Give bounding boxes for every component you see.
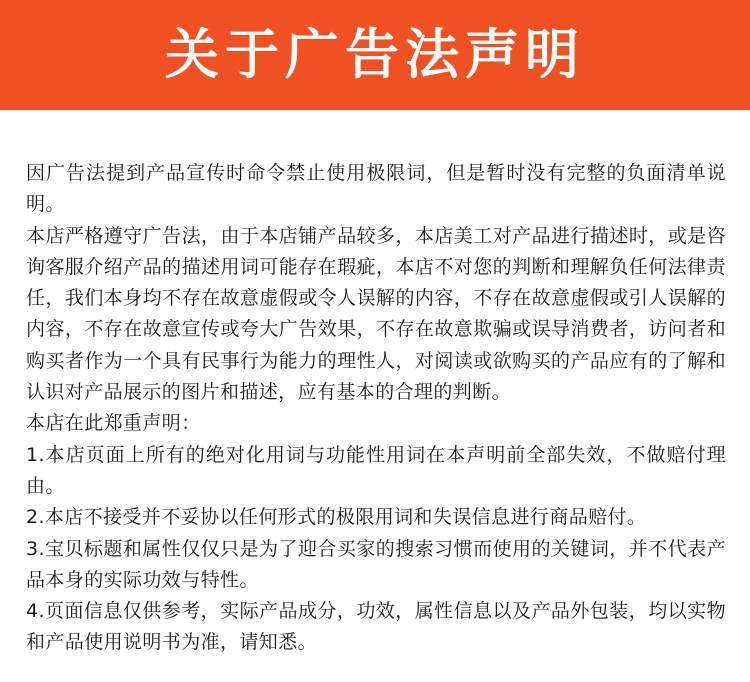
statement-body bbox=[26, 158, 726, 659]
clause-3: 3.宝贝标题和属性仅仅只是为了迎合买家的搜索习惯而使用的关键词，并不代表产品本身的实际功效与特性。 bbox=[26, 537, 726, 591]
disclaimer-paragraph: 本店严格遵守广告法，由于本店铺产品较多，本店美工对产品进行描述时，或是咨询客服介绍产品的描述用词可能存在瑕疵，本店不对您的判断和理解负任何法律责任，我们本身均不存在故意虚假或令人误解的内容，不存在故意虚假或引人误解的内容，不存在故意宣传或夸大广告效果，不存在故意欺骗或误导消费者，访问者和购买者作为一个具有民事行为能力的理性人，对阅读或欲购买的产品应有的了解和认识对产品展示的图片和描述，应有基本的合理的判断。 bbox=[26, 224, 726, 404]
clause-4: 4.页面信息仅供参考，实际产品成分，功效，属性信息以及产品外包装，均以实物和产品使用说明书为准，请知悉。 bbox=[26, 600, 726, 654]
page-title: 关于广告法声明 bbox=[165, 23, 585, 86]
header-banner bbox=[0, 0, 750, 110]
clause-2: 2.本店不接受并不妥协以任何形式的极限用词和失误信息进行商品赔付。 bbox=[26, 506, 647, 529]
clause-1: 1.本店页面上所有的绝对化用词与功能性用词在本声明前全部失效，不做赔付理由。 bbox=[26, 443, 726, 497]
intro-paragraph: 因广告法提到产品宣传时命令禁止使用极限词，但是暂时没有完整的负面清单说明。 bbox=[26, 162, 726, 216]
declaration-heading: 本店在此郑重声明： bbox=[26, 412, 201, 435]
